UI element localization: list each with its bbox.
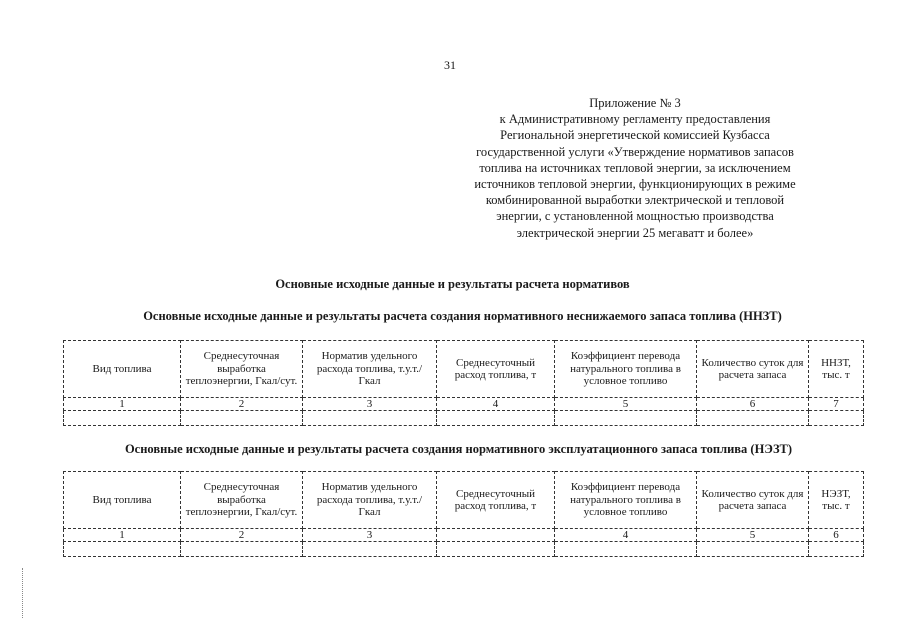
column-number: 3	[303, 529, 437, 542]
appendix-line: источников тепловой энергии, функционирующих в режиме	[474, 177, 796, 192]
appendix-line: Приложение № 3	[589, 96, 681, 110]
header-cell-daily-consumption: Среднесуточный расход топлива, т	[437, 341, 555, 398]
column-number-row	[64, 529, 864, 542]
column-number: 1	[64, 398, 181, 411]
table-header-row	[64, 472, 864, 529]
column-number: 1	[64, 529, 181, 542]
empty-cell	[809, 411, 864, 426]
header-cell-daily-consumption: Среднесуточный расход топлива, т	[437, 472, 555, 529]
appendix-line: к Административному регламенту предоставления	[499, 112, 771, 127]
scan-margin-line	[22, 568, 23, 618]
page-number: 31	[444, 58, 456, 72]
column-number-row	[64, 398, 864, 411]
appendix-line: комбинированной выработки электрической и тепловой	[485, 193, 785, 208]
appendix-line: Региональной энергетической комиссией Кузбасса	[500, 128, 770, 143]
column-number	[437, 529, 555, 542]
column-number: 2	[181, 529, 303, 542]
nezt-section-title: Основные исходные данные и результаты расчета создания нормативного эксплуатационного запаса топлива (НЭЗТ)	[124, 442, 793, 456]
column-number: 4	[437, 398, 555, 411]
table-row	[64, 411, 864, 426]
header-cell-fuel-type: Вид топлива	[64, 341, 181, 398]
column-number: 5	[555, 398, 697, 411]
empty-cell	[181, 542, 303, 557]
empty-cell	[303, 542, 437, 557]
column-number: 3	[303, 398, 437, 411]
column-number: 5	[697, 529, 809, 542]
header-cell-daily-output: Среднесуточная выработка теплоэнергии, Гкал/сут.	[181, 341, 303, 398]
appendix-line: государственной услуги «Утверждение нормативов запасов	[476, 144, 794, 159]
header-cell-daily-output: Среднесуточная выработка теплоэнергии, Гкал/сут.	[181, 472, 303, 529]
empty-cell	[697, 542, 809, 557]
header-cell-days: Количество суток для расчета запаса	[697, 341, 809, 398]
column-number: 4	[555, 529, 697, 542]
nnzt-table	[63, 340, 864, 426]
empty-cell	[809, 542, 864, 557]
appendix-line: электрической энергии 25 мегаватт и более»	[516, 225, 754, 240]
header-cell-days: Количество суток для расчета запаса	[697, 472, 809, 529]
empty-cell	[181, 411, 303, 426]
column-number: 7	[809, 398, 864, 411]
empty-cell	[64, 411, 181, 426]
header-cell-conversion-factor: Коэффициент перевода натурального топлива в условное топливо	[555, 341, 697, 398]
empty-cell	[437, 411, 555, 426]
empty-cell	[64, 542, 181, 557]
column-number: 6	[697, 398, 809, 411]
header-cell-nezt: НЭЗТ, тыс. т	[809, 472, 864, 529]
header-cell-nnzt: ННЗТ, тыс. т	[809, 341, 864, 398]
empty-cell	[555, 411, 697, 426]
nezt-table	[63, 471, 864, 557]
appendix-block	[440, 95, 830, 241]
header-cell-specific-rate: Норматив удельного расхода топлива, т.у.т./Гкал	[303, 341, 437, 398]
appendix-line: топлива на источниках тепловой энергии, за исключением	[479, 160, 791, 175]
table-row	[64, 542, 864, 557]
header-cell-fuel-type: Вид топлива	[64, 472, 181, 529]
document-title: Основные исходные данные и результаты расчета нормативов	[275, 277, 630, 291]
nnzt-section-title: Основные исходные данные и результаты расчета создания нормативного неснижаемого запаса топлива (ННЗТ)	[143, 309, 782, 323]
header-cell-conversion-factor: Коэффициент перевода натурального топлива в условное топливо	[555, 472, 697, 529]
empty-cell	[303, 411, 437, 426]
table-header-row	[64, 341, 864, 398]
empty-cell	[437, 542, 555, 557]
column-number: 2	[181, 398, 303, 411]
empty-cell	[555, 542, 697, 557]
header-cell-specific-rate: Норматив удельного расхода топлива, т.у.т./Гкал	[303, 472, 437, 529]
column-number: 6	[809, 529, 864, 542]
appendix-line: энергии, с установленной мощностью производства	[496, 209, 774, 224]
empty-cell	[697, 411, 809, 426]
